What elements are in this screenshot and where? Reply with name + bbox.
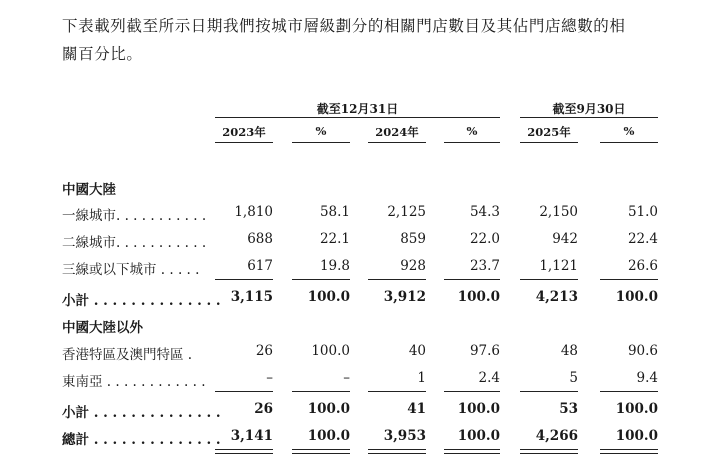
total-double-rule [215,449,273,454]
cell-2023-pct: 100.0 [311,343,350,359]
cell-2024: 3,912 [383,289,426,305]
cell-2024-pct: 22.0 [469,231,500,247]
table-row-total [0,428,710,450]
total-double-rule [520,449,578,454]
cell-2024-pct: 23.7 [469,258,500,274]
cell-2025: 1,121 [539,258,578,274]
table-row-subtotal-outside [0,401,710,423]
table-row-tier2 [0,231,710,253]
subtotal-rule [292,391,350,392]
cell-2024: 40 [408,343,426,359]
cell-2025-pct: 51.0 [627,204,658,220]
cell-2023-pct: 19.8 [319,258,350,274]
total-double-rule [368,449,426,454]
cell-2025-pct: 100.0 [615,289,658,305]
cell-2023: 617 [247,258,273,274]
intro-line-1: 下表載列截至所示日期我們按城市層級劃分的相關門店數目及其佔門店總數的相 [62,17,626,35]
intro-line-2: 關百分比。 [62,45,143,63]
cell-2024-pct: 100.0 [457,428,500,444]
row-label: 小計 . . . . . . . . . . . . . . [62,405,221,421]
subtotal-rule [520,279,578,280]
row-label: 東南亞 . . . . . . . . . . . . [62,374,206,390]
cell-2024: 41 [407,401,426,417]
cell-2023-pct: 58.1 [319,204,350,220]
cell-2024-pct: 100.0 [457,289,500,305]
cell-2023: 3,115 [230,289,273,305]
cell-2024: 928 [400,258,426,274]
cell-2025-pct: 100.0 [615,428,658,444]
subtotal-rule [368,391,426,392]
cell-2023-pct: – [343,370,350,386]
cell-2023: – [266,370,273,386]
total-double-rule [600,449,658,454]
table-row-southeast-asia [0,370,710,392]
subtotal-rule [292,279,350,280]
subtotal-rule [444,391,500,392]
cell-2023-pct: 22.1 [319,231,350,247]
cell-2024: 1 [417,370,426,386]
cell-2025: 48 [560,343,578,359]
cell-2025: 5 [569,370,578,386]
cell-2025: 53 [559,401,578,417]
total-double-rule [292,449,350,454]
col-header-rule [215,142,273,143]
col-header-2023: 2023年 [222,125,266,139]
cell-2023: 26 [254,401,273,417]
cell-2023-pct: 100.0 [307,401,350,417]
col-header-2025-pct: % [623,124,635,138]
header-group-sep30: 截至9月30日 [552,102,626,116]
cell-2023-pct: 100.0 [307,289,350,305]
total-double-rule [444,449,500,454]
header-group-dec31: 截至12月31日 [316,102,399,116]
cell-2024-pct: 97.6 [469,343,500,359]
cell-2025-pct: 22.4 [627,231,658,247]
cell-2025: 942 [552,231,578,247]
subtotal-rule [368,279,426,280]
cell-2025: 4,213 [535,289,578,305]
section-outside-mainland: 中國大陸以外 [62,320,143,336]
col-header-rule [368,142,426,143]
cell-2024-pct: 54.3 [469,204,500,220]
subtotal-rule [600,391,658,392]
cell-2024: 2,125 [387,204,426,220]
row-label: 小計 . . . . . . . . . . . . . . [62,293,221,309]
table-row-tier1 [0,204,710,226]
cell-2024: 3,953 [383,428,426,444]
cell-2023: 26 [255,343,273,359]
cell-2023: 3,141 [230,428,273,444]
cell-2023-pct: 100.0 [307,428,350,444]
header-group-dec31-rule [215,117,500,118]
table-row-hk-macau [0,343,710,365]
cell-2025: 4,266 [535,428,578,444]
cell-2025: 2,150 [539,204,578,220]
col-header-rule [292,142,350,143]
row-label: 一線城市. . . . . . . . . . . [62,208,207,224]
col-header-rule [520,142,578,143]
row-label: 三線或以下城市 . . . . . [62,262,200,278]
row-label: 香港特區及澳門特區 . [62,347,193,363]
section-mainland-china: 中國大陸 [62,182,116,198]
cell-2023: 1,810 [234,204,273,220]
row-label: 二線城市. . . . . . . . . . . [62,235,207,251]
table-row-tier3 [0,258,710,280]
col-header-rule [444,142,500,143]
cell-2025-pct: 9.4 [636,370,658,386]
subtotal-rule [215,279,273,280]
header-group-sep30-rule [520,117,658,118]
cell-2025-pct: 100.0 [615,401,658,417]
subtotal-rule [444,279,500,280]
subtotal-rule [215,391,273,392]
cell-2024-pct: 2.4 [478,370,500,386]
col-header-rule [600,142,658,143]
col-header-2023-pct: % [315,124,327,138]
col-header-2024-pct: % [466,124,478,138]
subtotal-rule [600,279,658,280]
col-header-2024: 2024年 [375,125,419,139]
cell-2023: 688 [247,231,273,247]
intro-paragraph [62,12,662,68]
subtotal-rule [520,391,578,392]
col-header-2025: 2025年 [527,125,571,139]
cell-2024-pct: 100.0 [457,401,500,417]
cell-2025-pct: 90.6 [627,343,658,359]
row-label: 總計 . . . . . . . . . . . . . . [62,432,221,448]
table-row-subtotal-mainland [0,289,710,311]
cell-2025-pct: 26.6 [627,258,658,274]
cell-2024: 859 [400,231,426,247]
